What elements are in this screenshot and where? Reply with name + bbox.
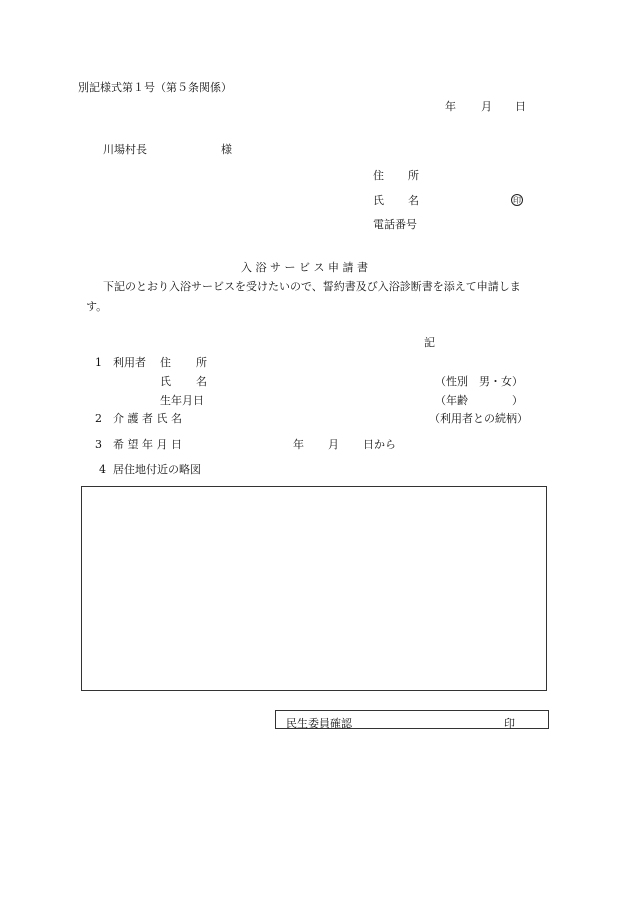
- item2-number: 2: [95, 412, 102, 425]
- applicant-seal-icon: [511, 194, 523, 206]
- confirmation-seal: 印: [504, 717, 515, 730]
- applicant-address-label-1: 住: [373, 169, 384, 182]
- item1-label: 利用者: [113, 356, 146, 369]
- item1-gender: （性別 男・女）: [435, 375, 523, 388]
- item1-birthdate-label: 生年月日: [160, 394, 204, 407]
- item3-label: 希 望 年 月 日: [113, 438, 182, 451]
- item3-month-label: 月: [328, 438, 339, 451]
- applicant-name-label-1: 氏: [373, 194, 384, 207]
- applicant-name-label-2: 名: [408, 194, 419, 207]
- addressee-name: 川場村長: [103, 143, 147, 156]
- body-text-line1: 下記のとおり入浴サービスを受けたいので、誓約書及び入浴診断書を添えて申請しま: [103, 280, 521, 293]
- date-month-label: 月: [481, 100, 492, 113]
- addressee-honorific: 様: [221, 143, 232, 156]
- item3-number: 3: [95, 438, 102, 451]
- item1-number: 1: [95, 356, 102, 369]
- map-sketch-area[interactable]: [81, 486, 547, 691]
- item1-address-label-2: 所: [196, 356, 207, 369]
- confirmation-label: 民生委員確認: [286, 717, 352, 730]
- applicant-address-label-2: 所: [408, 169, 419, 182]
- item1-address-label-1: 住: [160, 356, 171, 369]
- item1-name-label-2: 名: [196, 375, 207, 388]
- confirmation-box: [275, 710, 549, 729]
- date-year-label: 年: [445, 100, 456, 113]
- item1-age: （年齢 ）: [435, 394, 523, 407]
- item1-name-label-1: 氏: [160, 375, 171, 388]
- item3-year-label: 年: [293, 438, 304, 451]
- ki-heading: 記: [424, 336, 435, 349]
- document-title: 入 浴 サ ー ビ ス 申 請 書: [241, 261, 368, 274]
- date-day-label: 日: [515, 100, 526, 113]
- item4-label: 居住地付近の略図: [113, 463, 201, 476]
- item4-number: 4: [99, 463, 106, 476]
- applicant-phone-label: 電話番号: [373, 218, 417, 231]
- item3-from-label: 日から: [363, 438, 396, 451]
- form-number: 別記様式第１号（第５条関係）: [78, 81, 232, 94]
- item2-relation: （利用者との続柄）: [429, 412, 528, 425]
- applicant-seal: 印: [513, 196, 521, 205]
- body-text-line2: す。: [86, 300, 108, 313]
- item2-label: 介 護 者 氏 名: [113, 412, 182, 425]
